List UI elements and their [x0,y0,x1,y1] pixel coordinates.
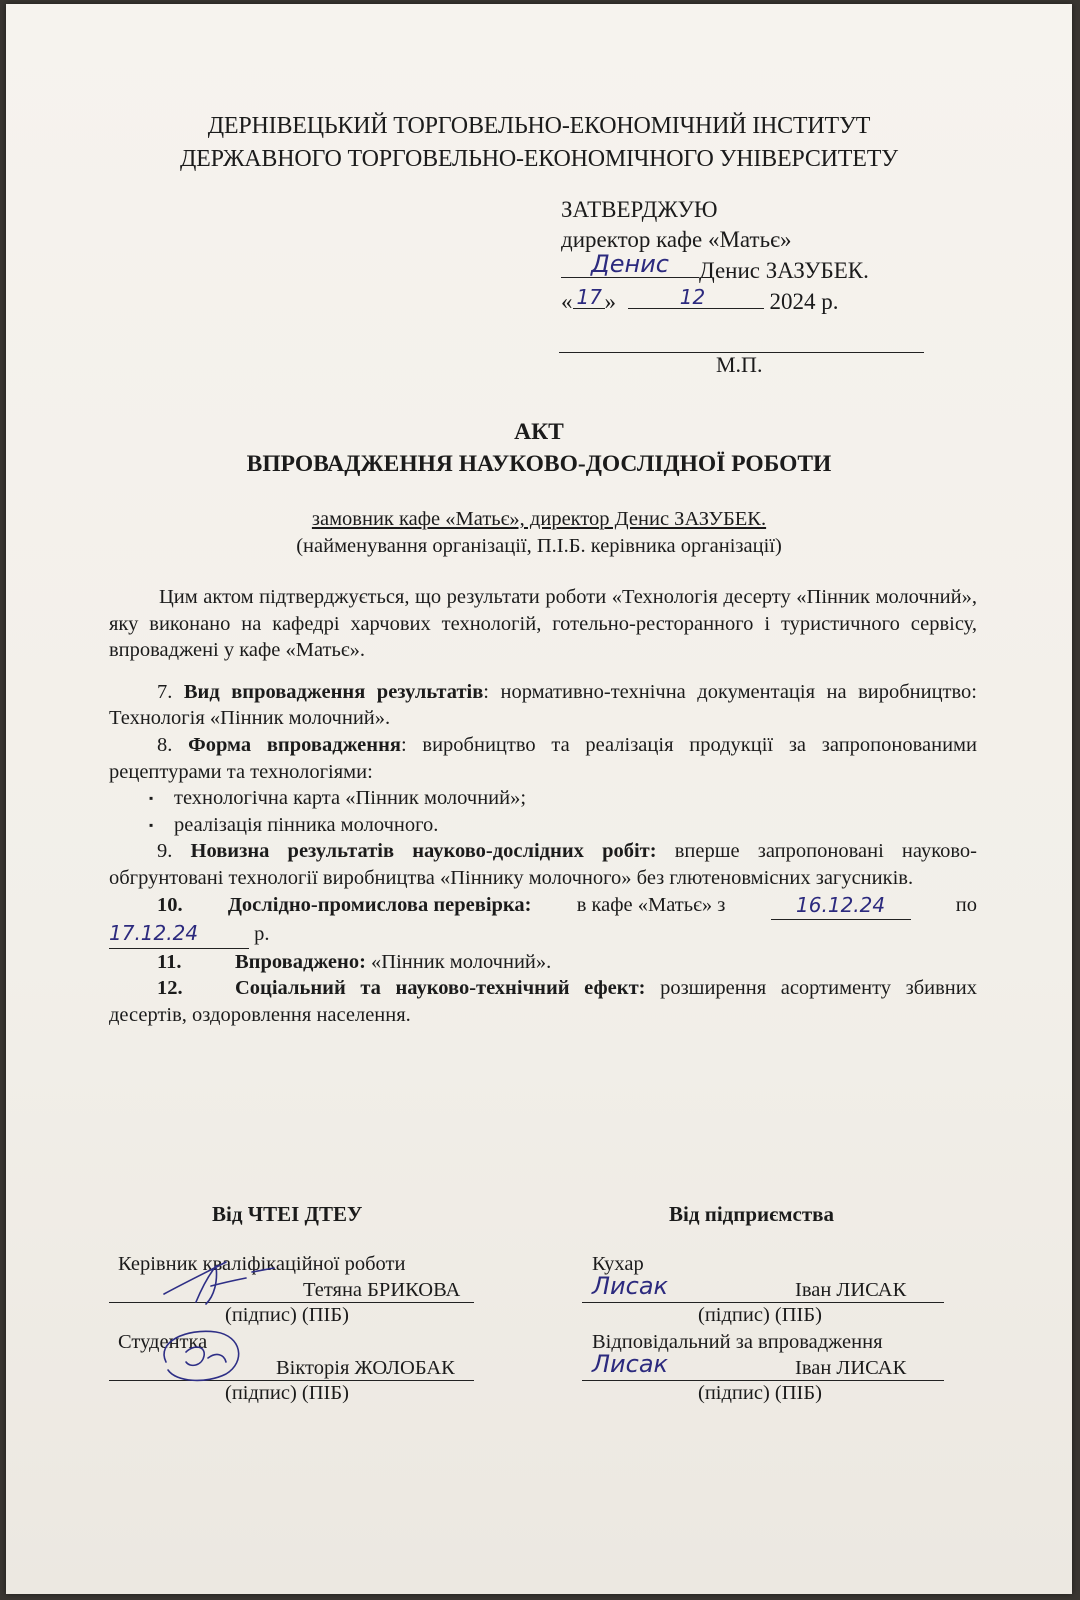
day-value: 17 [576,285,602,309]
left-signature-heading: Від ЧТЕІ ДТЕУ [212,1202,363,1226]
cook-name: Іван ЛИСАК [795,1279,907,1301]
item-text: в кафе «Матьє» з [576,893,726,916]
title-line-2: ВПРОВАДЖЕННЯ НАУКОВО-ДОСЛІДНОЇ РОБОТИ [246,451,832,477]
approver-name: Денис ЗАЗУБЕК. [699,258,869,283]
bullet-text: реалізація пінника молочного. [174,813,439,836]
stamp-mark: М.П. [716,352,763,377]
supervisor-role: Керівник кваліфікаційної роботи [118,1253,406,1275]
date-from-field [771,892,911,921]
responsible-signature: Лисак [592,1350,669,1378]
item-text: розширення асортименту збивних десертів, оздоровлення населення. [109,977,977,1026]
responsible-role: Відповідальний за впровадження [592,1331,883,1353]
document-title [6,416,1072,480]
month-value: 12 [679,285,706,309]
item-text: вперше запропоновані науково-обгрунтовані технології виробництва «Піннику молочного» без глютеновмісних загусників. [109,840,977,889]
date-to: 17.12.24 [109,921,199,946]
quote-open: « [561,289,573,314]
approval-date [561,286,869,317]
student-signature [146,1322,256,1392]
item-label: Новизна результатів науково-дослідних робіт: [190,840,657,863]
responsible-signature-line [582,1380,944,1381]
supervisor-signature [156,1252,286,1310]
item-text: «Пінник молочний». [365,950,552,973]
customer-block [6,506,1072,560]
bullet-text: технологічна карта «Пінник молочний»; [174,787,527,810]
item-suffix: р. [254,923,270,946]
item-11 [109,949,977,976]
item-number: 10. [157,893,183,916]
student-role: Студентка [118,1331,208,1353]
signature-field [561,250,699,278]
title-line-1: АКТ [514,419,564,445]
day-field [573,286,605,309]
approver-signature-line [561,250,869,286]
document-page [6,4,1072,1594]
student-caption: (підпис) (ПІБ) [225,1382,349,1404]
item-7 [109,679,977,732]
item-10-continued [109,920,977,949]
responsible-caption: (підпис) (ПІБ) [698,1382,822,1404]
document-body [109,584,977,1029]
item-label: Впроваджено: [235,950,366,973]
item-text-to: по [955,893,977,916]
responsible-name: Іван ЛИСАК [795,1357,907,1379]
right-signature-heading: Від підприємства [669,1202,835,1226]
cook-signature-line [582,1302,944,1303]
approve-word: ЗАТВЕРДЖУЮ [561,197,718,222]
customer-caption: (найменування організації, П.І.Б. керівника організації) [296,535,782,557]
item-label: Вид впровадження результатів [183,680,484,703]
item-text: : виробництво та реалізація продукції за запропонованими рецептурами та технологіями: [109,733,977,783]
item-label: Соціальний та науково-технічний ефект: [235,977,646,1000]
item-number: 9. [157,840,173,863]
intro-paragraph: Цим актом підтверджується, що результати роботи «Технологія десерту «Пінник молочний», яку виконано на кафедрі харчових технологій, готельно-ресторанного і туристичного сервісу, впроваджені у кафе «Матьє». [109,586,977,662]
supervisor-name: Тетяна БРИКОВА [303,1279,461,1301]
date-to-field [109,920,249,949]
student-name: Вікторія ЖОЛОБАК [276,1357,455,1379]
supervisor-caption: (підпис) (ПІБ) [225,1304,349,1326]
bullet-item [109,812,977,839]
item-10 [109,892,977,921]
item-number: 12. [157,977,183,1000]
cook-signature: Лисак [592,1272,669,1300]
item-number: 8. [157,733,173,756]
approval-year: 2024 р. [769,289,839,314]
bullet-item [109,785,977,812]
cook-caption: (підпис) (ПІБ) [698,1304,822,1326]
month-field [628,286,764,309]
item-label: Дослідно-промислова перевірка: [227,893,532,916]
item-number: 7. [157,680,173,703]
item-number: 11. [157,950,182,973]
item-12 [109,975,977,1028]
customer-value: замовник кафе «Матьє», директор Денис ЗАЗУБЕК. [311,508,767,530]
quote-close: » [604,289,616,314]
institution-line-1: ДЕРНІВЕЦЬКИЙ ТОРГОВЕЛЬНО-ЕКОНОМІЧНИЙ ІНСТИТУТ [207,113,871,139]
cook-role: Кухар [592,1253,644,1275]
institution-line-2: ДЕРЖАВНОГО ТОРГОВЕЛЬНО-ЕКОНОМІЧНОГО УНІВЕРСИТЕТУ [180,146,898,172]
institution-header [6,110,1072,176]
approver-position: директор кафе «Матьє» [561,227,792,252]
approval-block [561,195,869,317]
item-text: : нормативно-технічна документація на виробництво: Технологія «Пінник молочний». [109,680,978,730]
item-9 [109,838,977,891]
item-8 [109,732,977,785]
approver-signature: Денис [591,250,669,278]
date-from: 16.12.24 [796,892,886,917]
item-label: Форма впровадження [188,733,401,756]
